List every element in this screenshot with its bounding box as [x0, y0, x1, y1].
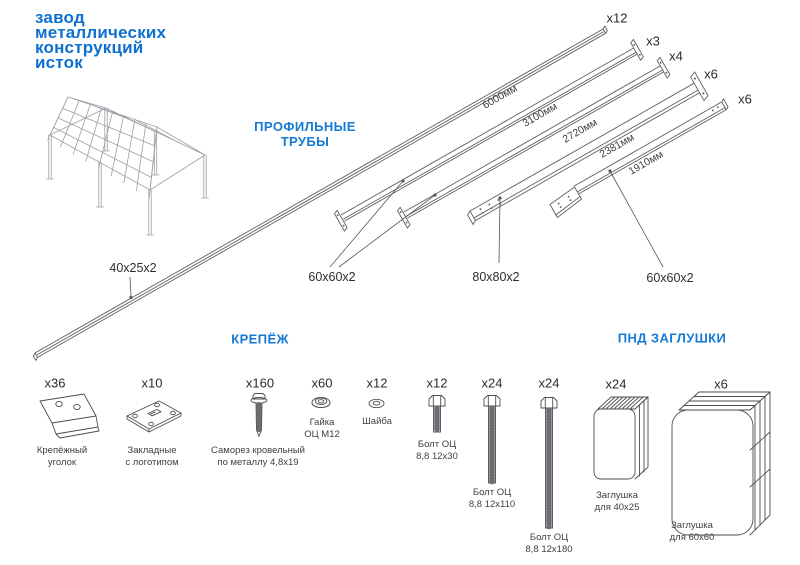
bolt-110-icon: [484, 396, 500, 484]
fastener-count: x24: [538, 375, 560, 391]
tube-length-label: 3100мм: [520, 100, 560, 130]
profile-label: 40x25x2: [109, 261, 157, 275]
tube-count: x12: [606, 10, 628, 26]
brand-line: завод: [35, 8, 85, 27]
profile-label: 60x60x2: [646, 271, 694, 285]
fastener-caption: Шайба: [362, 416, 392, 427]
tube-count: x6: [738, 91, 752, 107]
fastener-count: x12: [426, 375, 448, 391]
fastener-count: x10: [141, 375, 163, 391]
section-title-fasteners: КРЕПЁЖ: [231, 331, 289, 347]
fastener-caption: Болт ОЦ 8,8 12x180: [525, 532, 573, 555]
tube-count: x3: [646, 33, 660, 49]
fastener-count: x12: [366, 375, 388, 391]
tube-length-label: 1910мм: [626, 148, 666, 178]
tubes-drawing: [32, 23, 734, 360]
plug-count: x24: [605, 376, 627, 392]
fastener-caption: Болт ОЦ 8,8 12x30: [416, 439, 458, 462]
tube-count: x6: [704, 66, 718, 82]
brand-line: исток: [35, 53, 83, 72]
plug-large-icon: [672, 392, 770, 535]
section-title-tubes: ПРОФИЛЬНЫЕ ТРУБЫ: [254, 119, 356, 149]
plug-small-icon: [594, 397, 648, 479]
profile-label: 60x60x2: [308, 270, 356, 284]
fastener-count: x160: [245, 375, 275, 391]
profile-label: 80x80x2: [472, 270, 520, 284]
tube-length-label: 6000мм: [480, 82, 520, 112]
fastener-caption: Гайка ОЦ М12: [304, 417, 340, 440]
plug-count: x6: [714, 376, 728, 392]
roofing-screw-icon: [251, 394, 267, 437]
tube-length-label: 2720мм: [560, 116, 600, 146]
bolt-30-icon: [429, 396, 445, 433]
fastener-count: x24: [481, 375, 503, 391]
brand-line: конструкций: [35, 38, 144, 57]
fastener-caption: Закладные с логотипом: [125, 445, 179, 468]
angle-bracket-icon: [40, 394, 99, 438]
embed-plate-icon: [127, 401, 181, 432]
section-title-plugs: ПНД ЗАГЛУШКИ: [617, 330, 727, 346]
brand-line: металлических: [35, 23, 167, 42]
pergola-sketch: [47, 97, 209, 235]
plug-caption: Заглушка для 40x25: [594, 490, 640, 513]
fastener-count: x60: [311, 375, 333, 391]
fastener-caption: Крепёжный уголок: [36, 445, 88, 468]
brand-logo: [35, 10, 166, 70]
fastener-caption: Болт ОЦ 8,8 12x110: [468, 487, 516, 510]
washer-icon: [369, 399, 384, 407]
fastener-count: x36: [44, 375, 66, 391]
nut-icon: [312, 398, 330, 408]
plug-caption: Заглушка для 60x60: [669, 520, 715, 543]
fastener-caption: Саморез кровельный по металлу 4,8x19: [211, 445, 305, 468]
tube-3100-icon: [333, 39, 645, 231]
bolt-180-icon: [541, 398, 557, 529]
tube-count: x4: [669, 48, 683, 64]
tube-length-label: 2381мм: [597, 131, 637, 161]
